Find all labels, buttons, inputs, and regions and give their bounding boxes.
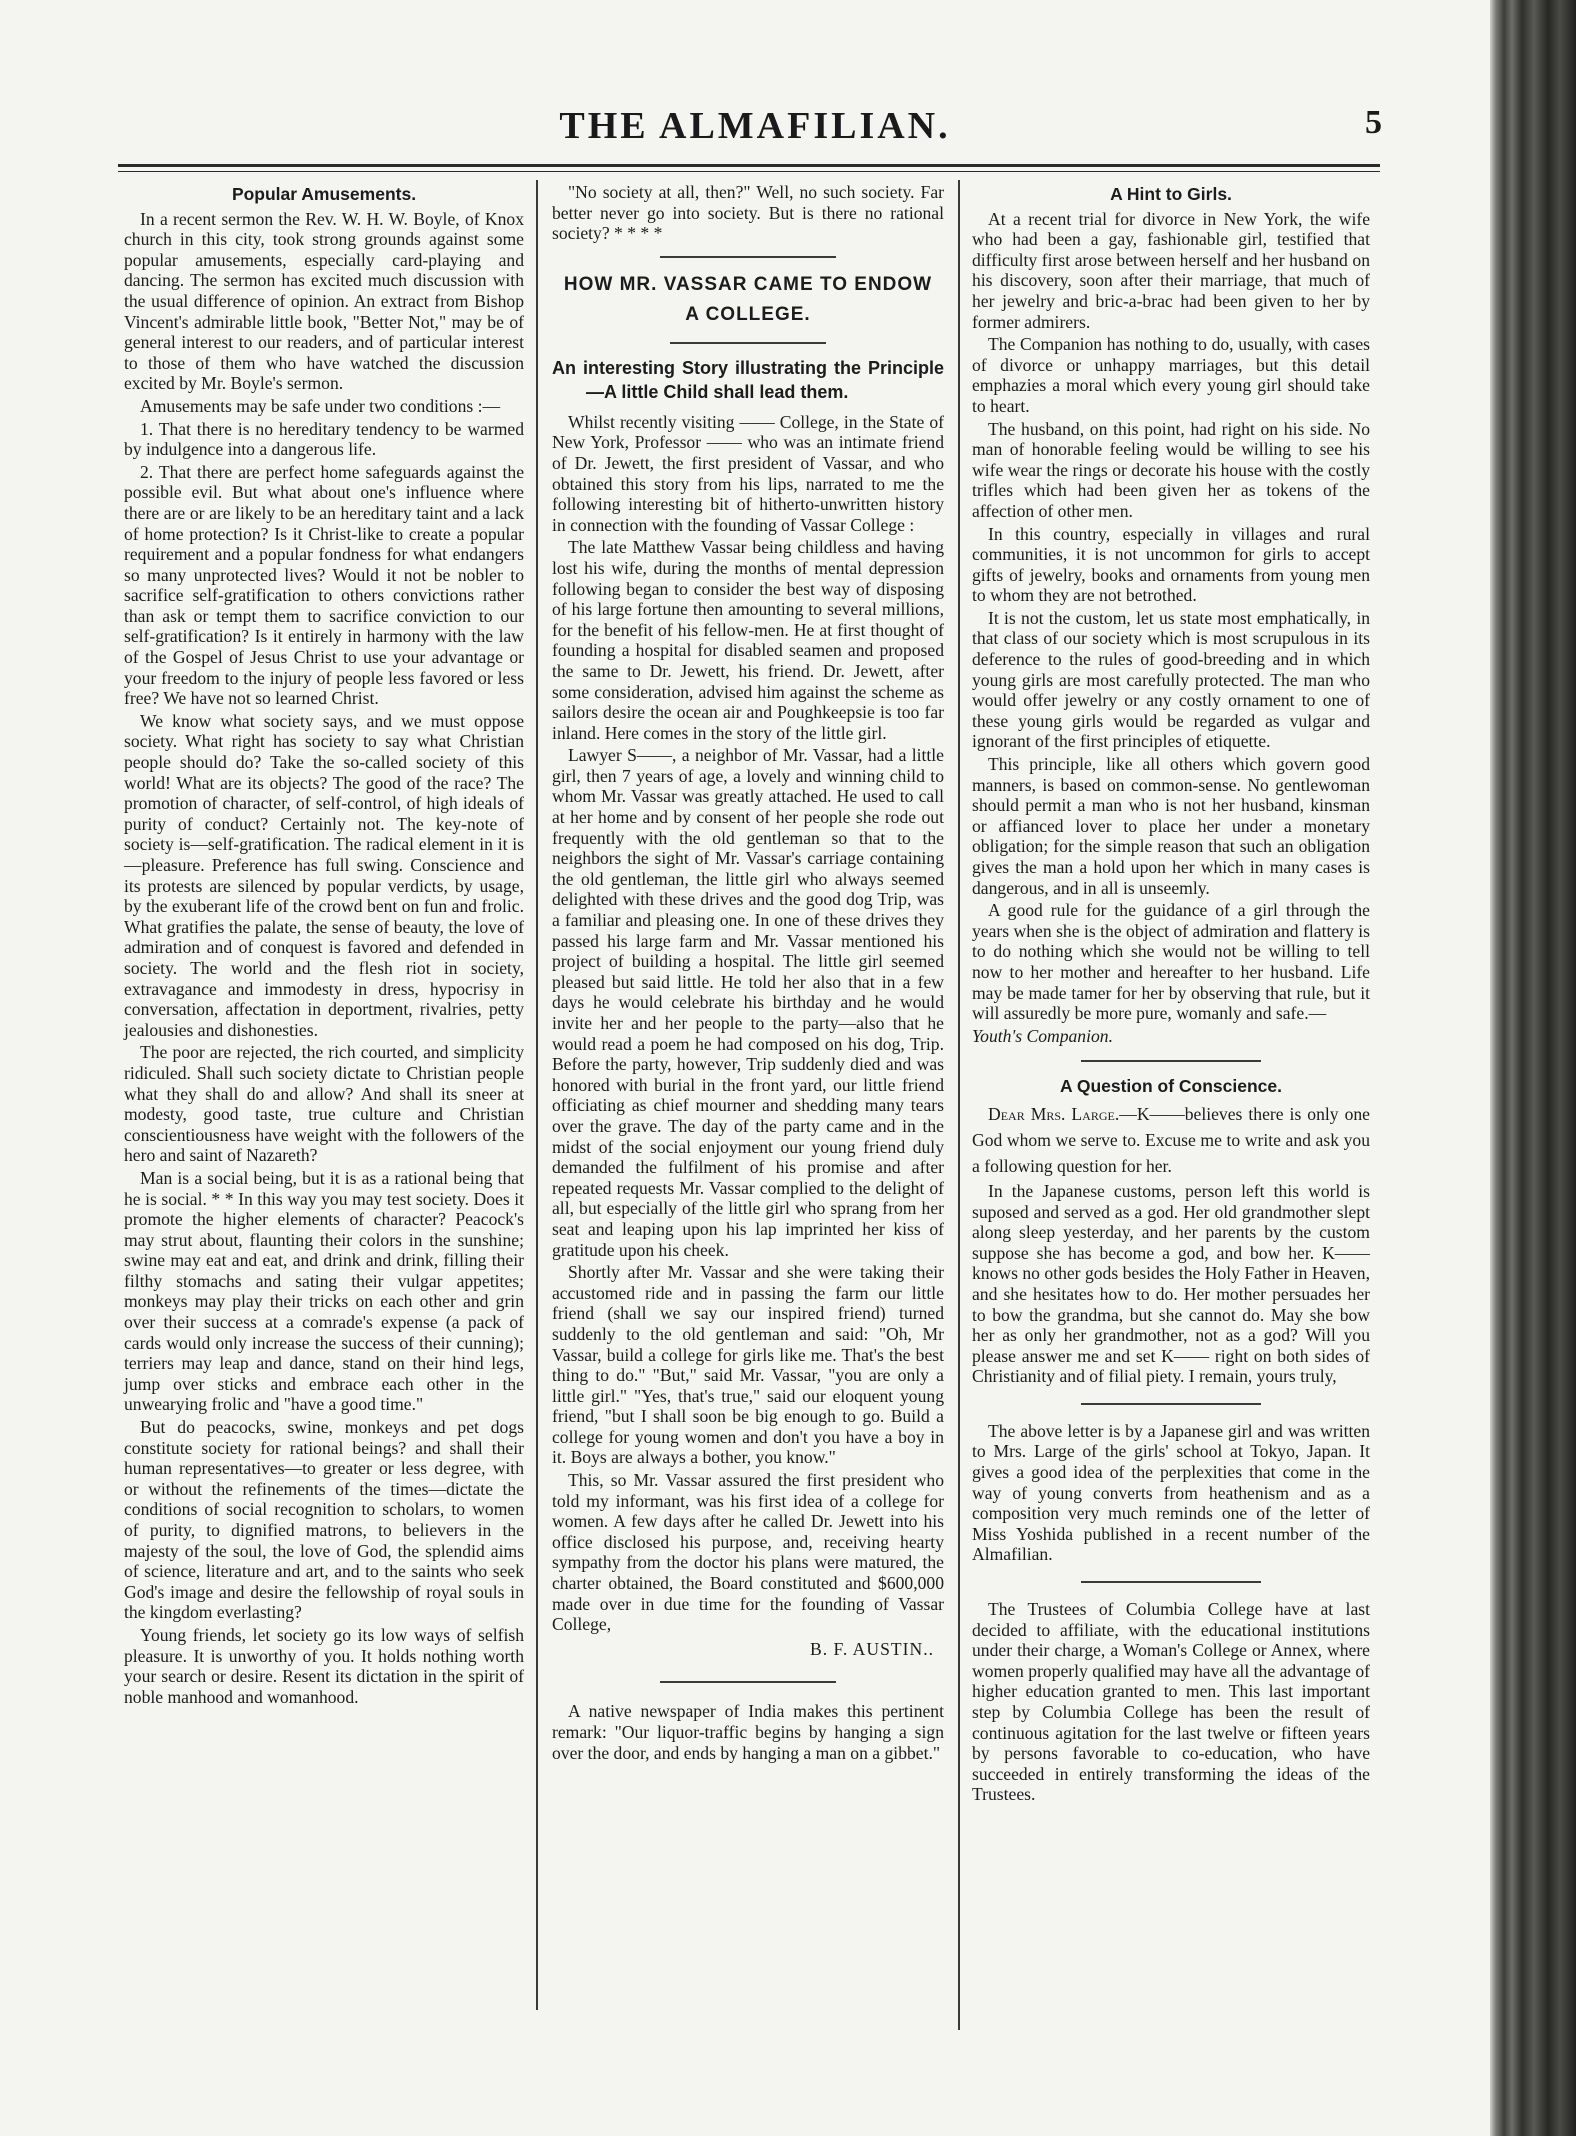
book-binding-edge xyxy=(1490,0,1576,2136)
paragraph: Shortly after Mr. Vassar and she were taking their accustomed ride and in passing the farm our little friend (shall we say our inspired friend) turned suddenly to the old gentleman and said: "Oh, Mr Vassar, build a college for girls like me. That's the best thing to do." "But," said Mr. Vassar, "you are only a little girl." "Yes, that's true," said our eloquent young friend, "but I shall soon be big enough to go. Build a college for young women and don't you have a boy in it. Boys are always a bother, you know." xyxy=(552,1262,944,1468)
masthead-title: THE ALMAFILIAN. xyxy=(559,105,951,147)
paragraph: 1. That there is no hereditary tendency to be warmed by indulgence into a dangerous life. xyxy=(124,418,524,460)
paragraph: We know what society says, and we must oppose society. What right has society to say what Christian people should do? Take the so-called society of this world! What are its objects? The good of the race? The promotion of character, of self-control, of high ideals of purity of conduct? Certainly not. The key-note of society is—self-gratification. The radical element in it is—pleasure. Preference has full swing. Conscience and its protests are silenced by popular verdicts, by usage, by the exuberant life of the crowd bent on fun and frolic. What gratifies the palate, the sense of beauty, the love of admiration and of conquest is favored and defended in society. The world and the flesh riot in society, extravagance and immodesty in dress, hypocrisy in conversation, affectation in deportment, rivalries, petty jealousies and dishonesties. xyxy=(124,710,524,1040)
paragraph: Lawyer S——, a neighbor of Mr. Vassar, had a little girl, then 7 years of age, a lovely and winning child to whom Mr. Vassar was greatly attached. He used to call at her home and by consent of her people she rode out frequently with the old gentleman so that to the neighbors the sight of Mr. Vassar's carriage containing the old gentleman, the little girl who always seemed delighted with these drives and the good dog Trip, was a familiar and pleasing one. In one of these drives they passed his large farm and Mr. Vassar mentioned his project of building a hospital. The little girl seemed pleased but said little. He told her also that in a few days he would celebrate his birthday and he would invite her and her people to the party—also that he would read a poem he had composed on his dog, Trip. Before the party, however, Trip suddenly died and was honored with burial in the front yard, our little friend officiating as chief mourner and shedding many tears over the grave. The day of the party came and in the midst of the social enjoyment our young friend duly demanded the fulfilment of his promise and after repeated requests Mr. Vassar complied to the delight of all, but especially of the little girl who sprang from her seat and leaping upon his lap imprinted her kiss of gratitude upon his cheek. xyxy=(552,745,944,1260)
paragraph: The Trustees of Columbia College have at last decided to affiliate, with the educational institutions under their charge, a Woman's College or Annex, where women properly qualified may have all the advantage of higher education granted to men. This last important step by Columbia College has been the result of continuous agitation for the last twelve or fifteen years by persons favorable to co-education, who have succeeded in entirely transforming the ideas of the Trustees. xyxy=(972,1599,1370,1805)
paragraph: The above letter is by a Japanese girl and was written to Mrs. Large of the girls' school at Tokyo, Japan. It gives a good idea of the perplexities that come in the way of young converts from heathenism and as a composition very much reminds one of the letter of Miss Yoshida published in a recent number of the Almafilian. xyxy=(972,1420,1370,1565)
separator xyxy=(660,1681,836,1683)
column-3 xyxy=(972,182,1370,1807)
paragraph: The poor are rejected, the rich courted, and simplicity ridiculed. Shall such society dictate to Christian people what they shall do and allow? And shall its sneer at modesty, good taste, true culture and Christian conscientiousness have weight with the followers of the hero and saint of Nazareth? xyxy=(124,1042,524,1166)
letter-text: —K——believes there is only one God whom we serve to. Excuse me to write and ask you a following question for her. xyxy=(972,1103,1370,1176)
separator xyxy=(670,342,827,344)
article-heading-vassar: HOW MR. VASSAR CAME TO ENDOW A COLLEGE. xyxy=(563,273,933,325)
paragraph: In the Japanese customs, person left this world is suposed and served as a god. Her old grandmother slept along sleep yesterday, and her parents by the custom suppose she has become a god, and bow her. K—— knows no other gods besides the Holy Father in Heaven, and she hesitates how to do. Her mother persuades her to bow the grandma, but she cannot do. May she bow her as only her grandmother, not as a god? Will you please answer me and set K—— right on both sides of Christianity and of filial piety. I remain, yours truly, xyxy=(972,1180,1370,1387)
separator xyxy=(1081,1060,1260,1062)
separator xyxy=(1081,1403,1260,1405)
masthead-rule-thin xyxy=(118,171,1380,172)
paragraph: This principle, like all others which govern good manners, is based on common-sense. No gentlewoman should permit a man who is not her husband, kinsman or affianced lover to place her under a monetary obligation; for the simple reason that such an obligation gives the man a hold upon her which in many cases is dangerous, and in all is unseemly. xyxy=(972,754,1370,898)
paragraph: It is not the custom, let us state most emphatically, in that class of our society which is most scrupulous in its deference to the rules of good-breeding and in which young girls are most carefully protected. The man who would offer jewelry or any costly ornament to one of these young girls would be regarded as vulgar and ignorant of the first principles of etiquette. xyxy=(972,607,1370,752)
paragraph: Man is a social being, but it is as a rational being that he is social. * * In this way you may test society. Does it promote the higher elements of character? Peacock's may strut about, flaunting their colors in the sunshine; swine may eat and eat, and drink and drink, filling their filthy stomachs and sating their vulgar appetites; monkeys may play their tricks on each other and grin over their success at a comrade's expense (a pack of cards would only increase the success of their cunning); terriers may leap and dance, stand on their hind legs, jump over sticks and embrace each other in the unwearying frolic and "have a good time." xyxy=(124,1167,524,1415)
masthead-rule xyxy=(118,164,1380,167)
paragraph: The Companion has nothing to do, usually, with cases of divorce or unhappy marriages, but this detail emphazies a moral which every young girl should take to heart. xyxy=(972,334,1370,416)
column-2 xyxy=(552,182,944,1765)
paragraph: The husband, on this point, had right on his side. No man of honorable feeling would be willing to see his wife wear the rings or decorate his house with the costly trifles which had been given her as tokens of the affection of other men. xyxy=(972,418,1370,521)
masthead xyxy=(130,100,1380,160)
article-heading-question-of-conscience: A Question of Conscience. xyxy=(1059,1076,1283,1097)
paragraph: 2. That there are perfect home safeguards against the possible evil. But what about one's influence where there are or are likely to be an hereditary taint and a lack of home protection? Is it Christ-like to create a popular requirement and a popular fondness for what endangers so many unprotected lives? Would it not be nobler to sacrifice self-gratification to others convictions rather than ask or tempt them to sacrifice conviction to our self-gratification? Is it entirely in harmony with the law of the Gospel of Jesus Christ to use your advantage or your freedom to the injury of people less favored or less free? We have not so learned Christ. xyxy=(124,461,524,709)
paragraph: This, so Mr. Vassar assured the first president who told my informant, was his first idea of a college for women. A few days after he called Dr. Jewett into his office disclosed his purpose, and, receiving hearty sympathy from the doctor his plans were matured, the charter obtained, the Board constituted and $600,000 made over in due time for the founding of Vassar College, xyxy=(552,1470,944,1635)
paragraph: A native newspaper of India makes this pertinent remark: "Our liquor-traffic begins by hanging a sign over the door, and ends by hanging a man on a gibbet." xyxy=(552,1701,944,1763)
column-divider xyxy=(958,180,960,2030)
article-heading-popular-amusements: Popular Amusements. xyxy=(231,184,417,204)
paragraph xyxy=(972,1101,1370,1179)
article-heading-hint-to-girls: A Hint to Girls. xyxy=(1110,184,1232,204)
letter-salutation: Dear Mrs. Large. xyxy=(988,1103,1120,1124)
separator xyxy=(1081,1581,1260,1583)
paragraph: Whilst recently visiting —— College, in the State of New York, Professor —— who was an intimate friend of Dr. Jewett, the first president of Vassar, and who obtained this story from his lips, narrated to me the following interesting bit of hitherto-unwritten history in connection with the founding of Vassar College : xyxy=(552,411,944,535)
column-1 xyxy=(124,182,524,1709)
signature: B. F. AUSTIN.. xyxy=(809,1638,934,1659)
paragraph: In this country, especially in villages and rural communities, it is not uncommon for girls to accept gifts of jewelry, books and ornaments from young men to whom they are not betrothed. xyxy=(972,523,1370,606)
article-subheading: An interesting Story illustrating the Principle—A little Child shall lead them. xyxy=(552,357,944,402)
paragraph: At a recent trial for divorce in New York, the wife who had been a gay, fashionable girl, testified that difficulty first arose between herself and her husband on his discovery, soon after their marriage, that much of her jewelry and bric-a-brac had been given to her by former admirers. xyxy=(972,208,1370,332)
page-number: 5 xyxy=(1365,104,1382,141)
paragraph: The late Matthew Vassar being childless and having lost his wife, during the months of mental depression following began to consider the best way of disposing of his large fortune then amounting to several millions, for the benefit of his fellow-men. He at first thought of founding a hospital for disabled seamen and proposed the same to Dr. Jewett, his friend. Dr. Jewett, after some consideration, advised him against the scheme as sailors desire the ocean air and Poughkeepsie is too far inland. Here comes in the story of the little girl. xyxy=(552,537,944,743)
paragraph: Amusements may be safe under two conditions :— xyxy=(140,395,501,416)
paragraph: In a recent sermon the Rev. W. H. W. Boyle, of Knox church in this city, took strong grounds against some popular amusements, especially card-playing and dancing. The sermon has excited much discussion with the usual difference of opinion. An extract from Bishop Vincent's admirable little book, "Better Not," may be of general interest to our readers, and of particular interest to those of them who have watched the discussion excited by Mr. Boyle's sermon. xyxy=(124,208,524,394)
paragraph: A good rule for the guidance of a girl through the years when she is the object of admiration and flattery is to do nothing which she would not be willing to tell now to her mother and hereafter to her husband. Life may be made tamer for her by observing that rule, but it will assuredly be more pure, womanly and safe.— xyxy=(972,900,1370,1024)
source-credit: Youth's Companion. xyxy=(972,1025,1113,1046)
separator xyxy=(660,256,836,258)
paragraph: But do peacocks, swine, monkeys and pet dogs constitute society for rational beings? and shall their human representatives—to greater or less degree, with or without the refinements of the times—dictate the conditions of social recognition to scholars, to women of purity, to dignified matrons, to believers in the majesty of the soul, the love of God, the splendid aims of science, literature and art, and to the saints who seek God's image and desire the fellowship of royal souls in the kingdom everlasting? xyxy=(124,1417,524,1623)
column-divider xyxy=(536,180,538,2010)
paragraph: Young friends, let society go its low ways of selfish pleasure. It is unworthy of you. It holds nothing worth your search or desire. Resent its dictation in the spirit of noble manhood and womanhood. xyxy=(124,1624,524,1707)
paragraph: "No society at all, then?" Well, no such society. Far better never go into society. But is there no rational society? * * * * xyxy=(552,182,944,244)
